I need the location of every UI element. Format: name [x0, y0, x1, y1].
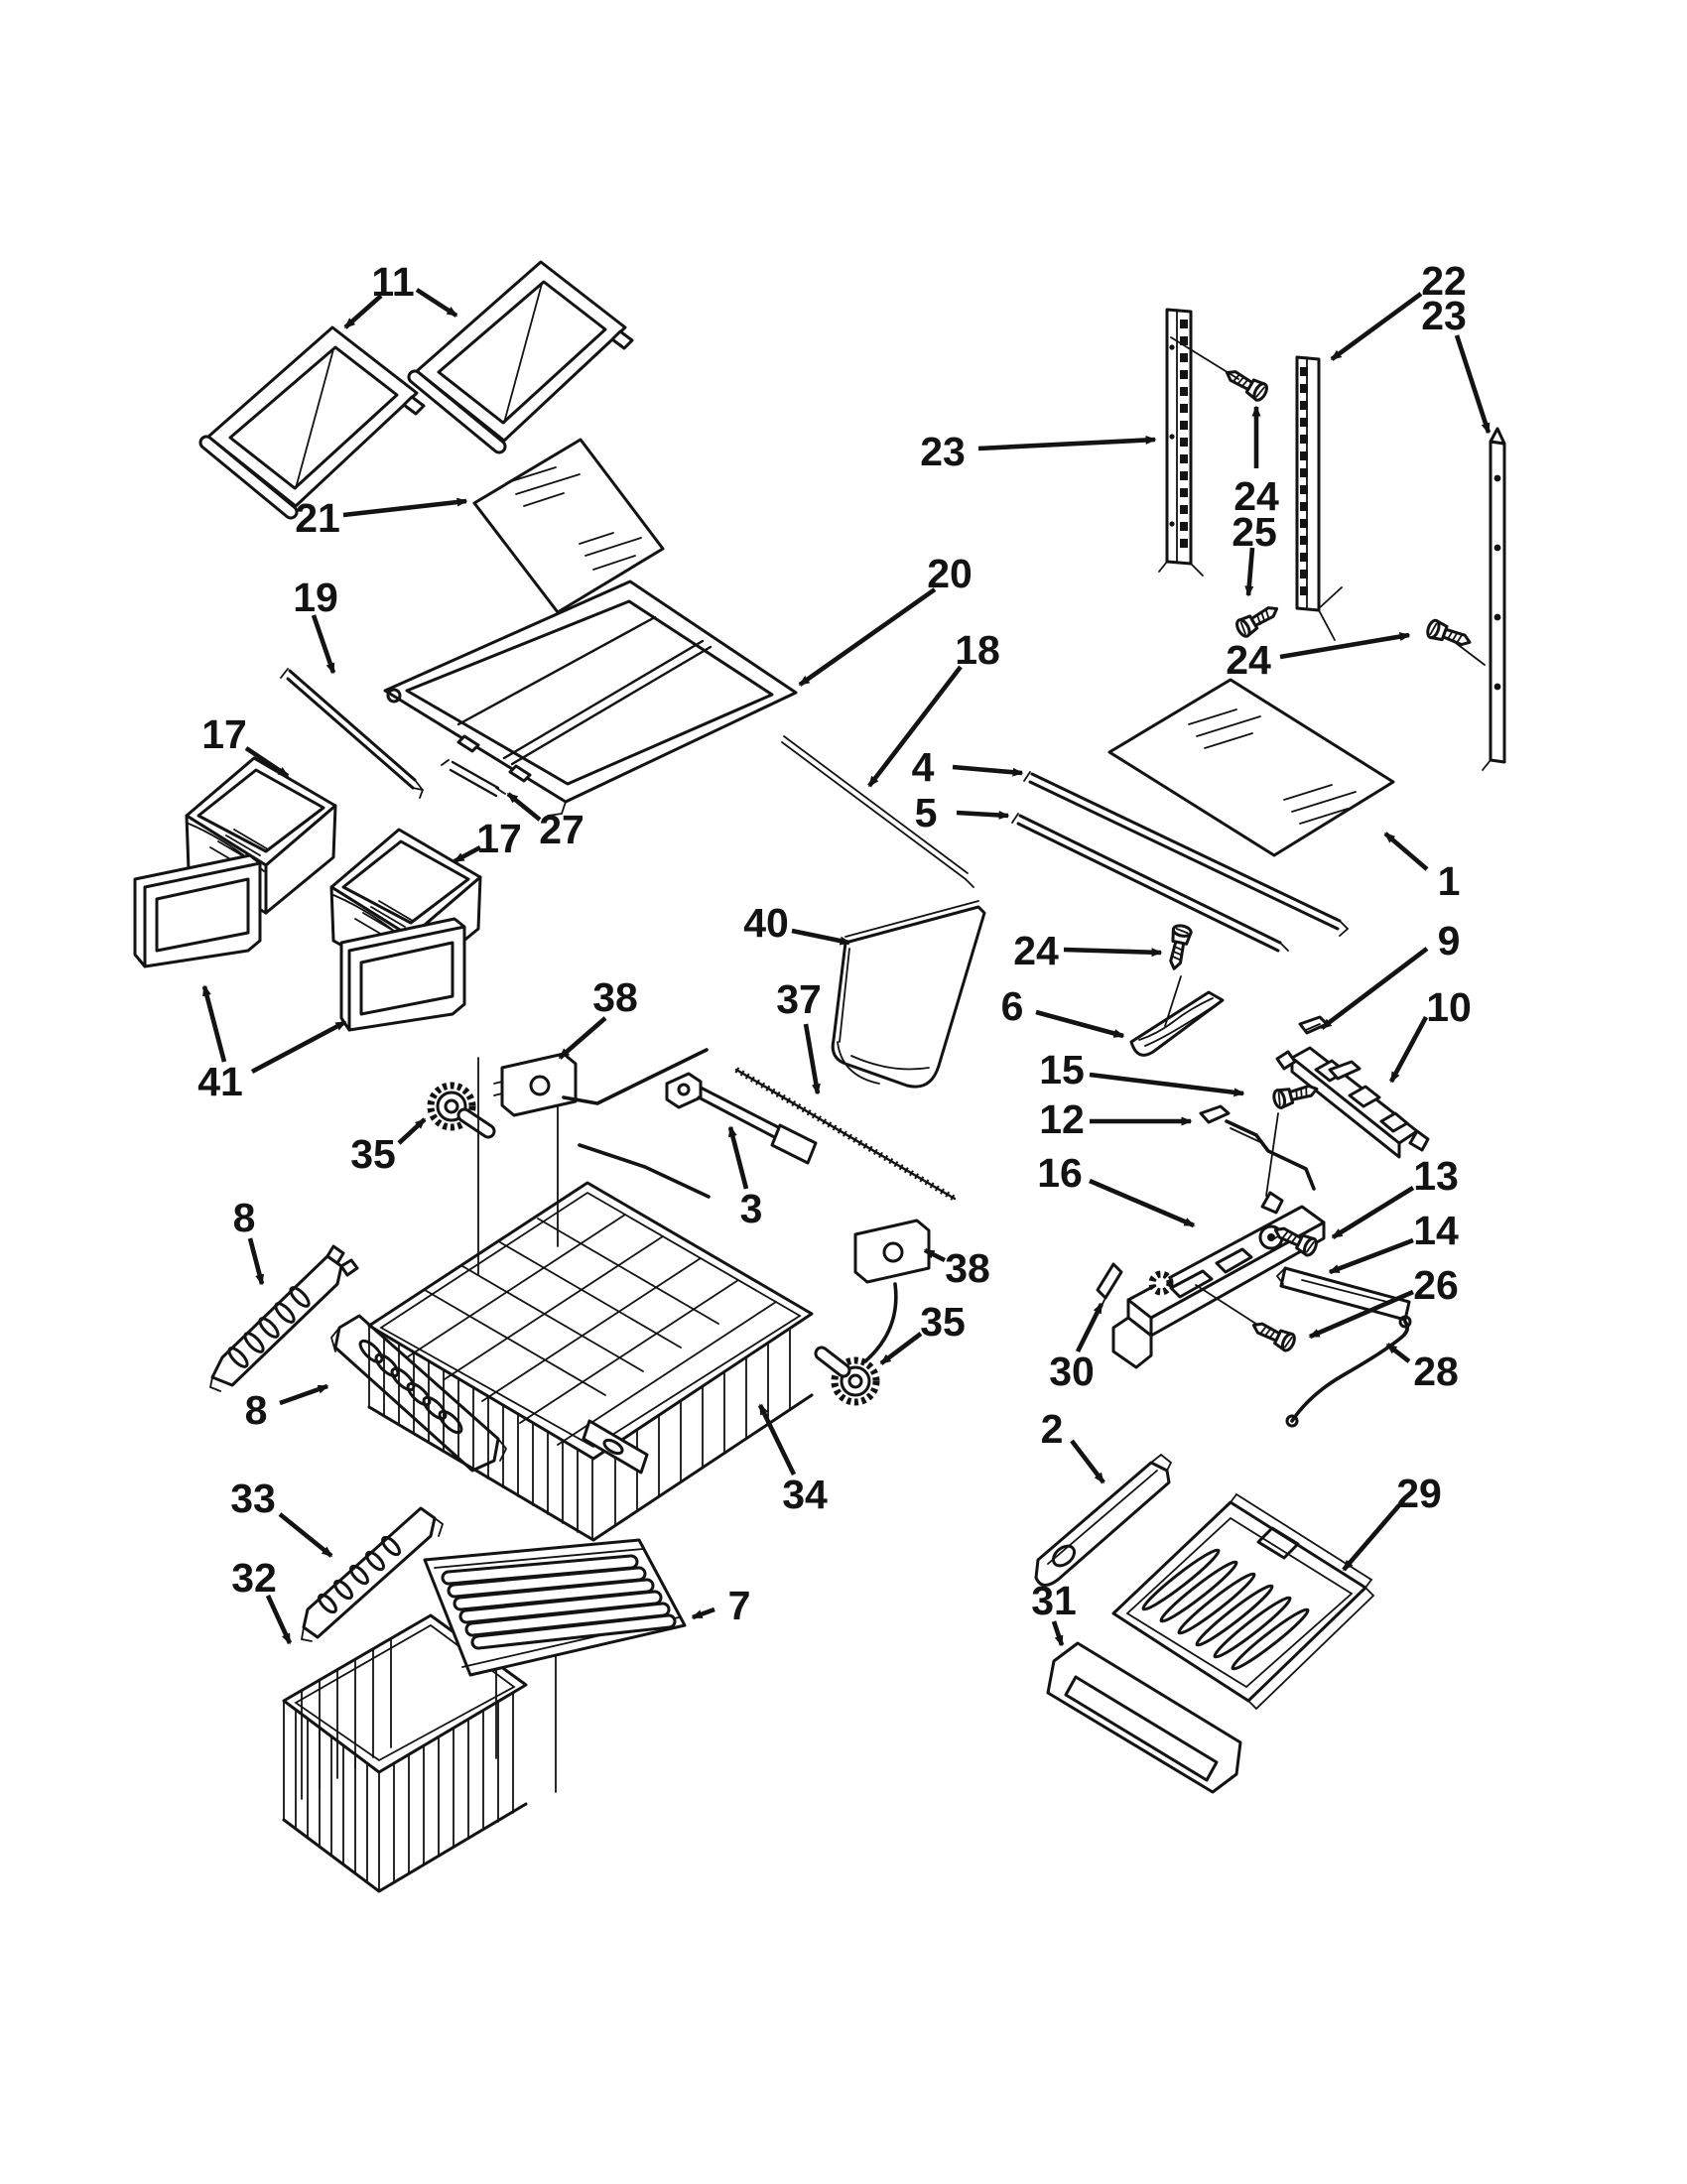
part-side-rail-8-upper	[210, 1246, 357, 1391]
leader-arrow-35b-0	[881, 1334, 921, 1363]
screw-24-top	[1223, 365, 1269, 403]
part-number-6: 6	[1000, 983, 1024, 1029]
part-lever-wire-12	[1201, 1106, 1314, 1189]
leader-arrow-38a-0	[560, 1018, 605, 1058]
part-flag-clip-30	[1098, 1264, 1121, 1310]
part-number-21: 21	[295, 495, 340, 541]
screw-25	[1234, 601, 1281, 639]
part-shelf-frame-top-right	[415, 262, 632, 447]
part-number-13: 13	[1413, 1153, 1459, 1199]
leader-arrow-7-0	[693, 1609, 714, 1617]
part-number-12: 12	[1039, 1096, 1085, 1142]
screw-24-right	[1426, 619, 1474, 651]
part-number-18: 18	[955, 627, 1000, 673]
leader-arrow-22-0	[1332, 294, 1421, 359]
leader-arrow-35a-0	[399, 1119, 425, 1143]
part-number-41: 41	[197, 1059, 243, 1104]
part-defrost-wire-28	[1287, 1317, 1410, 1426]
part-number-20: 20	[927, 551, 973, 596]
part-number-27: 27	[539, 807, 584, 852]
part-ladder-rail-left-23	[1159, 310, 1203, 576]
part-number-25: 25	[1232, 509, 1277, 555]
part-number-8b: 8	[244, 1387, 268, 1433]
part-number-32: 32	[231, 1555, 277, 1601]
leader-arrow-41-1	[252, 1022, 345, 1072]
leader-arrow-4-0	[953, 767, 1022, 773]
part-number-19: 19	[293, 575, 338, 620]
part-front-rail-8-lower	[331, 1316, 506, 1471]
leader-arrow-23L-0	[978, 440, 1155, 449]
leader-arrow-2-0	[1072, 1441, 1103, 1482]
leader-arrow-25-0	[1248, 548, 1252, 595]
leader-arrow-30-0	[1078, 1304, 1102, 1351]
part-number-17b: 17	[476, 816, 522, 861]
part-number-10: 10	[1426, 984, 1472, 1030]
part-number-24a: 24	[1233, 473, 1279, 519]
leader-arrow-11-1	[417, 290, 456, 316]
part-drawer-trim-left	[135, 855, 260, 966]
part-number-24c: 24	[1013, 928, 1059, 973]
part-slatted-shelf-7	[425, 1540, 685, 1675]
part-mount-strip-right-23	[1483, 429, 1504, 770]
part-number-4: 4	[911, 744, 935, 790]
part-ladder-rail-middle-23	[1297, 357, 1342, 640]
part-number-35b: 35	[920, 1299, 966, 1345]
part-shelf-frame-top-left	[206, 327, 424, 512]
leader-arrow-23R-0	[1457, 335, 1489, 433]
part-clip-27	[442, 760, 505, 796]
part-gear-35-left	[431, 1086, 488, 1131]
screw-24-center	[1165, 924, 1192, 970]
leader-arrow-8a-0	[250, 1238, 262, 1284]
part-number-23R: 23	[1421, 293, 1467, 338]
part-number-22: 22	[1421, 258, 1467, 304]
part-pivot-plate-38-left	[494, 1054, 576, 1115]
part-number-23L: 23	[920, 429, 966, 474]
part-support-bracket-6	[1131, 992, 1223, 1055]
part-number-26: 26	[1413, 1262, 1459, 1308]
leader-arrow-10-0	[1391, 1017, 1426, 1082]
leader-arrow-31-0	[1054, 1621, 1062, 1645]
part-slide-bar-14	[1277, 1268, 1409, 1320]
part-lift-lever-3	[667, 1074, 816, 1163]
leader-arrow-29-0	[1344, 1505, 1399, 1570]
part-number-34: 34	[782, 1472, 828, 1517]
leader-arrow-1-0	[1385, 834, 1427, 869]
part-number-14: 14	[1413, 1208, 1459, 1253]
part-number-35a: 35	[350, 1131, 396, 1177]
part-rod-18	[0, 736, 973, 887]
part-number-11: 11	[371, 259, 415, 305]
leader-arrow-8b-0	[280, 1386, 327, 1403]
part-number-1: 1	[1437, 858, 1461, 904]
leader-arrow-9-0	[1322, 949, 1427, 1028]
part-number-8a: 8	[232, 1195, 256, 1240]
part-number-24b: 24	[1226, 637, 1271, 683]
part-ribbed-pan-29	[1113, 1494, 1373, 1709]
part-number-2: 2	[1040, 1406, 1064, 1452]
leader-arrow-14-0	[1330, 1240, 1413, 1272]
part-number-17a: 17	[201, 711, 247, 757]
part-wire-basket-34	[369, 1183, 812, 1540]
screw-26	[1249, 1317, 1296, 1351]
part-number-33: 33	[230, 1476, 276, 1521]
part-number-38b: 38	[945, 1245, 990, 1291]
part-number-9: 9	[1437, 918, 1461, 964]
leader-arrow-41-0	[204, 986, 224, 1062]
leader-arrow-6-0	[1036, 1012, 1123, 1036]
part-number-5: 5	[914, 790, 938, 835]
part-number-7: 7	[727, 1583, 751, 1628]
leader-line-screws	[1171, 337, 1485, 665]
part-number-37: 37	[776, 976, 822, 1022]
leader-arrow-21-0	[343, 501, 466, 515]
part-number-28: 28	[1413, 1349, 1459, 1394]
part-shelf-frame-assembly-20	[385, 581, 796, 816]
leader-arrow-5-0	[957, 813, 1008, 816]
leader-arrow-40-0	[792, 931, 849, 943]
part-number-15: 15	[1039, 1047, 1085, 1092]
part-pivot-plate-38-right	[855, 1220, 929, 1361]
leader-arrow-37-0	[806, 1024, 818, 1093]
leader-arrow-13-0	[1333, 1188, 1413, 1237]
leader-arrow-19-0	[314, 615, 333, 673]
leader-arrow-24c-0	[1064, 950, 1161, 953]
part-number-40: 40	[743, 900, 789, 946]
leader-arrow-33-0	[280, 1514, 331, 1556]
leader-arrow-3-0	[730, 1127, 746, 1189]
part-glass-shelf-1	[1109, 680, 1393, 855]
part-number-31: 31	[1031, 1578, 1077, 1623]
part-number-29: 29	[1396, 1471, 1442, 1516]
leader-arrow-34-0	[760, 1405, 794, 1475]
part-number-16: 16	[1037, 1150, 1083, 1196]
part-number-38a: 38	[592, 974, 638, 1020]
leader-arrow-20-0	[800, 589, 935, 685]
part-air-deflector-40	[833, 901, 984, 1087]
part-angled-trim-2	[1036, 1455, 1171, 1586]
leader-arrow-16-0	[1090, 1181, 1194, 1225]
leader-arrow-32-0	[268, 1596, 290, 1643]
screw-15	[1272, 1081, 1319, 1109]
part-number-30: 30	[1049, 1349, 1095, 1394]
part-number-3: 3	[739, 1186, 763, 1231]
leader-arrow-28-0	[1387, 1345, 1409, 1361]
leader-arrow-24b-0	[1280, 635, 1409, 657]
leader-arrow-15-0	[1090, 1075, 1243, 1093]
